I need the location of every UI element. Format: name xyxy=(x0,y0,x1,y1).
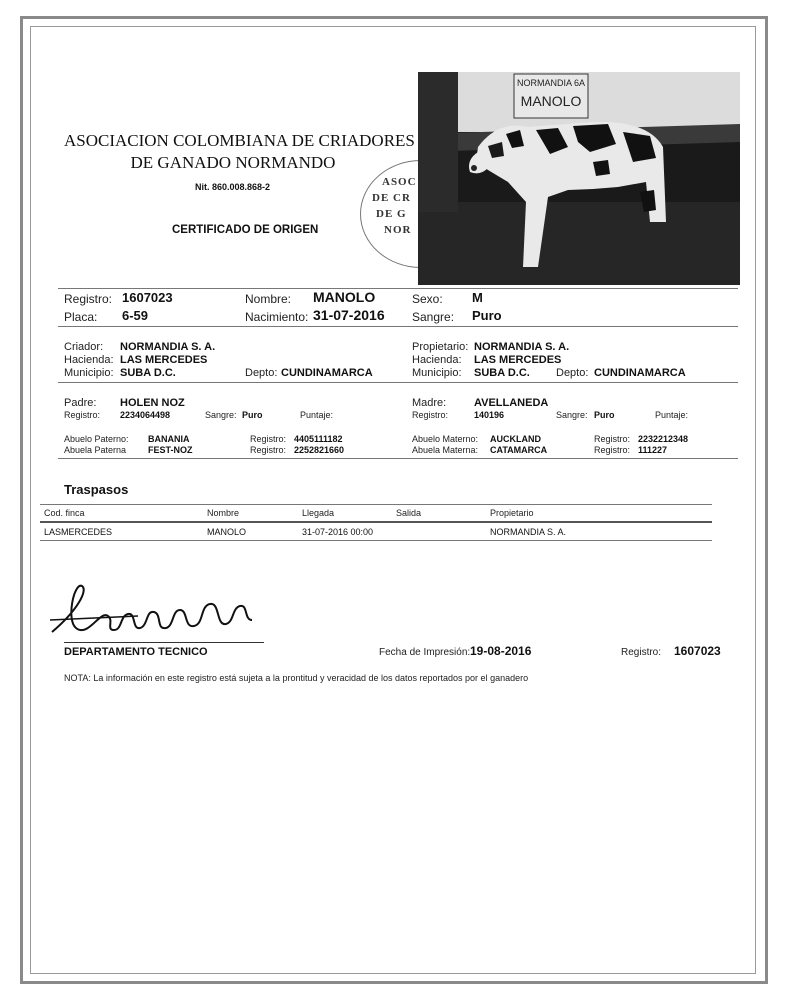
traspasos-header-llegada: Llegada xyxy=(302,508,335,518)
abuela-paterna-value: FEST-NOZ xyxy=(148,445,193,455)
padre-sangre-value: Puro xyxy=(242,410,263,420)
criador-label: Criador: xyxy=(64,341,104,353)
traspasos-header-nombre: Nombre xyxy=(207,508,240,518)
fecha-impresion-value: 19-08-2016 xyxy=(470,644,532,658)
nombre-value: MANOLO xyxy=(313,289,376,305)
sign-text-line2: MANOLO xyxy=(520,93,582,109)
abuela-paterna-registro-value: 2252821660 xyxy=(294,445,345,455)
nacimiento-value: 31-07-2016 xyxy=(313,307,385,323)
madre-registro-value: 140196 xyxy=(474,410,505,420)
madre-registro-label: Registro: xyxy=(412,410,449,420)
criador-depto-value: CUNDINAMARCA xyxy=(281,367,373,379)
org-name-line2: DE GANADO NORMANDO xyxy=(130,153,336,172)
abuela-paterna-registro-label: Registro: xyxy=(250,445,287,455)
abuelo-materno-label: Abuelo Materno: xyxy=(412,434,479,444)
propietario-hacienda-value: LAS MERCEDES xyxy=(474,354,562,366)
signature-image xyxy=(48,580,268,650)
abuelo-materno-value: AUCKLAND xyxy=(490,434,541,444)
propietario-municipio-value: SUBA D.C. xyxy=(474,367,530,379)
padre-registro-value: 2234064498 xyxy=(120,410,171,420)
traspasos-header-propietario: Propietario xyxy=(490,508,534,518)
propietario-depto-label: Depto: xyxy=(556,367,589,379)
registro-value: 1607023 xyxy=(122,290,173,305)
abuela-materna-label: Abuela Materna: xyxy=(412,445,479,455)
nombre-label: Nombre: xyxy=(245,292,292,306)
sexo-value: M xyxy=(472,290,483,305)
certificate-title: CERTIFICADO DE ORIGEN xyxy=(172,224,319,236)
madre-label: Madre: xyxy=(412,397,447,409)
traspasos-table-bottom-border xyxy=(40,540,712,541)
org-name-line1: ASOCIACION COLOMBIANA DE CRIADORES xyxy=(64,131,415,150)
abuela-materna-value: CATAMARCA xyxy=(490,445,548,455)
criador-hacienda-value: LAS MERCEDES xyxy=(120,354,208,366)
propietario-depto-value: CUNDINAMARCA xyxy=(594,367,686,379)
nota-text: NOTA: La información en este registro está sujeta a la prontitud y veracidad de los datos reportados por el ganadero xyxy=(64,673,529,683)
propietario-label: Propietario: xyxy=(412,341,469,353)
traspasos-cell-nombre: MANOLO xyxy=(207,527,247,537)
traspasos-table-top-border xyxy=(40,504,712,505)
registro-label: Registro: xyxy=(64,292,113,306)
criador-value: NORMANDIA S. A. xyxy=(120,341,216,353)
nacimiento-label: Nacimiento: xyxy=(245,310,309,324)
sign-text-line1: NORMANDIA 6A xyxy=(516,78,586,88)
abuelo-materno-registro-value: 2232212348 xyxy=(638,434,689,444)
abuelo-paterno-registro-label: Registro: xyxy=(250,434,287,444)
abuelo-materno-registro-label: Registro: xyxy=(594,434,631,444)
padre-puntaje-label: Puntaje: xyxy=(300,410,334,420)
propietario-hacienda-label: Hacienda: xyxy=(412,354,462,366)
sangre-label: Sangre: xyxy=(412,310,455,324)
divider xyxy=(58,326,738,327)
traspasos-title: Traspasos xyxy=(64,482,129,497)
traspasos-cell-llegada: 31-07-2016 00:00 xyxy=(302,527,374,537)
sangre-value: Puro xyxy=(472,308,502,323)
departamento-tecnico-label: DEPARTAMENTO TECNICO xyxy=(64,646,208,658)
calf-photo xyxy=(418,72,740,285)
abuelo-paterno-registro-value: 4405111182 xyxy=(294,434,343,444)
signature-line xyxy=(64,642,264,643)
traspasos-header-divider xyxy=(40,521,712,523)
traspasos-cell-propietario: NORMANDIA S. A. xyxy=(490,527,567,537)
seal-text-line: DE G xyxy=(376,208,407,220)
traspasos-cell-cod-finca: LASMERCEDES xyxy=(44,527,113,537)
divider xyxy=(58,458,738,459)
traspasos-header-salida: Salida xyxy=(396,508,422,518)
placa-label: Placa: xyxy=(64,310,98,324)
footer-registro-value: 1607023 xyxy=(674,644,721,658)
traspasos-header-cod-finca: Cod. finca xyxy=(44,508,85,518)
abuela-materna-registro-label: Registro: xyxy=(594,445,631,455)
abuela-materna-registro-value: 111227 xyxy=(638,445,668,455)
seal-text-line: DE CR xyxy=(372,192,411,204)
divider xyxy=(58,382,738,383)
criador-hacienda-label: Hacienda: xyxy=(64,354,114,366)
placa-value: 6-59 xyxy=(122,308,149,323)
fecha-impresion-label: Fecha de Impresión: xyxy=(379,647,471,658)
footer-registro-label: Registro: xyxy=(621,647,662,658)
criador-depto-label: Depto: xyxy=(245,367,278,379)
criador-municipio-label: Municipio: xyxy=(64,367,114,379)
sexo-label: Sexo: xyxy=(412,292,443,306)
madre-value: AVELLANEDA xyxy=(474,397,549,409)
propietario-municipio-label: Municipio: xyxy=(412,367,462,379)
padre-label: Padre: xyxy=(64,397,97,409)
propietario-value: NORMANDIA S. A. xyxy=(474,341,570,353)
nit-number: Nit. 860.008.868-2 xyxy=(195,182,271,192)
padre-sangre-label: Sangre: xyxy=(205,410,237,420)
criador-municipio-value: SUBA D.C. xyxy=(120,367,176,379)
abuela-paterna-label: Abuela Paterna xyxy=(64,445,127,455)
madre-puntaje-label: Puntaje: xyxy=(655,410,689,420)
madre-sangre-label: Sangre: xyxy=(556,410,588,420)
abuelo-paterno-value: BANANIA xyxy=(148,434,190,444)
seal-text-line: NOR xyxy=(384,224,412,236)
madre-sangre-value: Puro xyxy=(594,410,615,420)
calf-photo-image xyxy=(418,72,740,285)
abuelo-paterno-label: Abuelo Paterno: xyxy=(64,434,129,444)
seal-text-line: ASOC xyxy=(382,176,417,188)
padre-registro-label: Registro: xyxy=(64,410,101,420)
divider xyxy=(58,288,738,289)
padre-value: HOLEN NOZ xyxy=(120,397,185,409)
